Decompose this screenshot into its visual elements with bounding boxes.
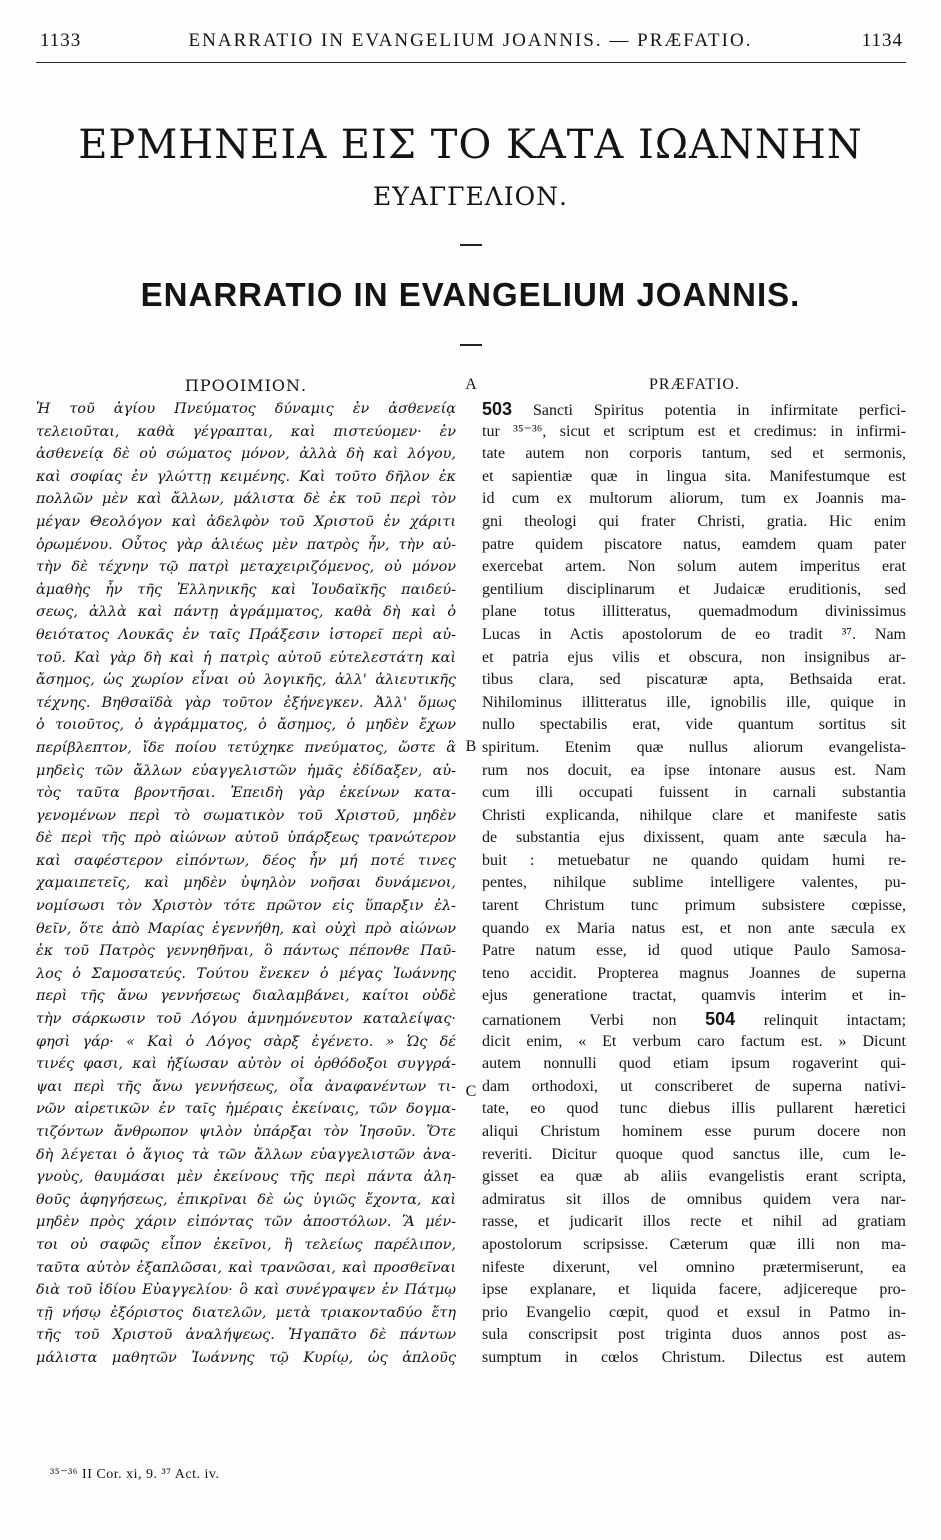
greek-text-line: πολλῶν μὲν καὶ ἄλλων, μάλιστα δὲ ἐκ τοῦ περὶ τὸν <box>36 491 456 508</box>
latin-text-line: tibus clara, sed piscaturæ apta, Bethsaida erat. <box>482 671 906 689</box>
greek-text-line: νῶν αἱρετικῶν ἐν ταῖς ἡμέραις ἐκείναις, τῶν δογμα- <box>36 1101 456 1118</box>
greek-text-line: νομίσωσι τὸν Χριστὸν τότε πρῶτον εἰς ὕπαρξιν ἐλ- <box>36 898 456 915</box>
latin-text-line: spiritum. Etenim quæ nullus aliorum evangelista- <box>482 738 906 756</box>
footnote: ³⁵⁻³⁶ II Cor. xi, 9. ³⁷ Act. iv. <box>50 1467 220 1482</box>
greek-text-line: τῇ νήσῳ ἐξόριστος διατελῶν, μετὰ τριακονταδύο ἔτη <box>36 1304 456 1321</box>
latin-text-line: nifeste dixerunt, vel omnino prætermiserunt, ea <box>482 1258 906 1276</box>
greek-text-line: τοῦ. Καὶ γὰρ δὴ καὶ ἡ πατρὶς αὐτοῦ εὐτελεστάτη καὶ <box>36 649 456 666</box>
latin-text-line: ejus generatione tractat, quamvis interim et in- <box>482 987 906 1005</box>
latin-title: ENARRATIO IN EVANGELIUM JOANNIS. <box>140 276 801 313</box>
latin-text-line: ipse explanare, et liquida facere, adjicereque pro- <box>482 1281 906 1299</box>
greek-text-line: τὴν σάρκωσιν τοῦ Λόγου ἀμνημόνευτον καταλείψας· <box>36 1011 456 1028</box>
latin-text-line: tate, eo quod tunc diebus illis pullarent hæretici <box>482 1100 906 1118</box>
latin-text-fragment: relinquit intactam; <box>763 1012 906 1030</box>
latin-text-line: gni theologi qui frater Christi, gratia. Hic enim <box>482 512 906 530</box>
greek-text-line: γενομένων περὶ τὸ σωματικὸν τοῦ Χριστοῦ, μηδὲν <box>36 807 456 824</box>
latin-text-line: dam orthodoxi, ut conscriberet de superna nativi- <box>482 1077 906 1095</box>
greek-text-line: τῆς τοῦ Χριστοῦ ἀναλήψεως. Ἠγαπᾶτο δὲ πάντων <box>36 1327 456 1344</box>
latin-text-line: nullo spectabilis erat, vide quantum sortitus sit <box>482 716 906 734</box>
greek-text-line: λος ὁ Σαμοσατεύς. Τούτου ἕνεκεν ὁ μέγας Ἰωάννης <box>36 965 456 982</box>
greek-text-line: μέγαν Θεολόγον καὶ ἀδελφὸν τοῦ Χριστοῦ ἐν χάριτι <box>36 513 456 530</box>
header-rule <box>36 62 906 63</box>
greek-title: ΕΡΜΗΝΕΙΑ ΕΙΣ ΤΟ ΚΑΤΑ ΙΩΑΝΝΗΝ <box>78 122 863 168</box>
greek-section-heading: ΠΡΟΟΙΜΙΟΝ. <box>184 376 308 395</box>
latin-text-line: plane totus illitteratus, quemadmodum divinissimus <box>482 603 906 621</box>
greek-text-line: σεως, ἀλλὰ καὶ πάντῃ ἀγράμματος, καθὰ δὴ καὶ ὁ <box>36 604 456 621</box>
latin-text-line: autem nonnulli quod etiam ipsum rogaverint qui- <box>482 1055 906 1073</box>
latin-text-line: prio Evangelio cœpit, quod et exsul in Patmo in- <box>482 1303 906 1321</box>
running-title: ENARRATIO IN EVANGELIUM JOANNIS. — PRÆFATIO. <box>188 30 753 51</box>
latin-text-line: quando ex Maria natus est, et non ante sæcula ex <box>482 919 906 937</box>
latin-text-line: exercebat artem. Non solum autem imperitus erat <box>482 558 906 576</box>
latin-text-column <box>482 398 906 1370</box>
greek-text-line: θοῦς ἀφηγήσεως, ἐπικρῖναι δὲ ὡς ὑγιῶς ἔχοντα, καὶ <box>36 1191 456 1208</box>
page-number-right: 1134 <box>861 30 903 51</box>
latin-text-line: gisset ea quæ ab aliis evangelistis erant scripta, <box>482 1168 906 1186</box>
latin-text-line: gentilium disciplinarum et Judaicæ eruditionis, sed <box>482 580 906 598</box>
latin-text-fragment: carnationem Verbi non <box>482 1012 677 1030</box>
greek-text-line: φησὶ γάρ· « Καὶ ὁ Λόγος σὰρξ ἐγένετο. » Ὡς δέ <box>36 1033 456 1050</box>
latin-text-line: sula conscripsit post triginta duos annos post as- <box>482 1326 906 1344</box>
latin-text-line: tur ³⁵⁻³⁶, sicut et scriptum est et credimus: in infirmi- <box>482 422 906 440</box>
margin-marker-c: C <box>465 1083 477 1100</box>
greek-text-line: ἐκ τοῦ Πατρὸς γεννηθῆναι, ὃ πάντως πέπονθε Παῦ- <box>36 943 456 960</box>
greek-text-line: τοι οὐ σαφῶς εἶπον ἐκεῖνοι, ἢ τελείως παρέλιπον, <box>36 1236 456 1253</box>
latin-text-line: et patria ejus vilis et obscura, non insignibus ar- <box>482 648 906 666</box>
latin-text-line: cum illi occupati fuissent in carnali substantia <box>482 784 906 802</box>
greek-text-line: καὶ σαφέστερον εἰπόντων, δέος ἦν μή ποτέ τινες <box>36 852 456 869</box>
margin-marker-b: B <box>465 738 477 755</box>
greek-text-line: τέχνης. Βηθσαϊδὰ γὰρ τοῦτον ἐξήνεγκεν. Ἀλλ' ὅμως <box>36 694 456 711</box>
greek-text-line: θεῖν, ὅτε ἀπὸ Μαρίας ἐγεννήθη, καὶ οὐχὶ πρὸ αἰώνων <box>36 920 456 937</box>
greek-text-line: γνοὺς, θαυμάσαι μὲν ἐκείνους τῆς περὶ πάντα ἀλη- <box>36 1169 456 1186</box>
greek-text-line: τὴν δὲ τέχνην τῷ πατρὶ μεταχειριζόμενος, οὐ μόνον <box>36 559 456 576</box>
greek-text-line: περὶ τῆς ἄνω γεννήσεως διαλαμβάνει, καίτοι οὐδὲ <box>36 988 456 1005</box>
latin-text-line: tarent Christum tunc primum subsistere cœpisse, <box>482 897 906 915</box>
page-marker-504: 504 <box>705 1009 736 1030</box>
latin-text-line: buit : metuebatur ne quando quidam humi re- <box>482 851 906 869</box>
greek-text-line: δὴ λέγεται ὁ ἅγιος τὰ τῶν ἄλλων εὐαγγελιστῶν ἀνα- <box>36 1146 456 1163</box>
latin-text-line: tate autem non corporis tantum, sed et sermonis, <box>482 445 906 463</box>
greek-text-line: ψαι περὶ τῆς ἄνω γεννήσεως, οἷα ἀναφανέντων τι- <box>36 1078 456 1095</box>
greek-text-column <box>36 398 456 1370</box>
greek-text-line: τελειοῦται, καθὰ γέγραπται, καὶ πιστεύομεν· ἐν <box>36 423 456 440</box>
greek-text-line: ὁρωμένου. Οὗτος γὰρ ἁλιέως μὲν πατρὸς ἦν, τὴν αὐ- <box>36 536 456 553</box>
latin-text-line: apostolorum scripsisse. Cæterum quæ illi non ma- <box>482 1235 906 1253</box>
latin-text-line: teno accidit. Propterea magnus Joannes de superna <box>482 964 906 982</box>
latin-text-line: dicit enim, « Et verbum caro factum est. » Dicunt <box>482 1032 906 1050</box>
greek-text-line: ἀσθενείᾳ δὲ οὐ σώματος μόνον, ἀλλὰ δὴ καὶ λόγου, <box>36 446 456 463</box>
latin-text-line: rum nos docuit, ea ipse intonare ausus est. Nam <box>482 761 906 779</box>
latin-section-heading: PRÆFATIO. <box>649 376 740 393</box>
latin-text-line: rasse, et judicarit illos recte et nihil ad gratiam <box>482 1213 906 1231</box>
latin-text-line: de substantia ejus dixissent, quam ante sæcula ha- <box>482 829 906 847</box>
greek-text-line: ἄσημος, ὡς χωρίον εἶναι οὐ λογικῆς, ἀλλ' ἁλιευτικῆς <box>36 672 456 689</box>
latin-text-line <box>482 398 906 421</box>
greek-text-line: ὁ τοιοῦτος, ὁ ἀγράμματος, ὁ ἄσημος, ὁ μηδὲν ἔχων <box>36 717 456 734</box>
latin-text-line: patre quidem piscatore natus, eamdem quam pater <box>482 535 906 553</box>
latin-text-line: Patre natum esse, id quod utique Paulo Samosa- <box>482 942 906 960</box>
greek-text-line: περίβλεπτον, ἴδε ποίου τετύχηκε πνεύματος, ὥστε ἃ <box>36 739 456 756</box>
greek-text-line: τιζόντων ἄνθρωπον ψιλὸν ὑπάρξαι τὸν Ἰησοῦν. Ὅτε <box>36 1124 456 1140</box>
page-marker-503: 503 <box>482 399 513 419</box>
latin-text-line: Christi explicanda, nihilque clare et manifeste satis <box>482 806 906 824</box>
latin-text-line: reveriti. Dicitur quoque quod sanctus ille, cum le- <box>482 1145 906 1163</box>
greek-text-line: Ἡ τοῦ ἁγίου Πνεύματος δύναμις ἐν ἀσθενείᾳ <box>36 401 456 417</box>
greek-text-line: ἀμαθὴς ἦν τῆς Ἑλληνικῆς καὶ Ἰουδαϊκῆς παιδεύ- <box>36 581 456 598</box>
latin-text-line: aliqui Christum hominem esse purum docere non <box>482 1123 906 1140</box>
greek-text-line: διὰ τοῦ ἰδίου Εὐαγγελίου· ὃ καὶ συνέγραψεν ἐν Πάτμῳ <box>36 1282 456 1299</box>
greek-text-line: μηδὲν πρὸς χάριν εἰπόντας τῶν ἀποστόλων. Ἃ μέν- <box>36 1214 456 1231</box>
greek-text-line: καὶ σοφίας ἐν γλώττῃ κειμένης. Καὶ τοῦτο δῆλον ἐκ <box>36 468 456 485</box>
latin-text-line: et sapientiæ quæ in lingua sita. Manifestumque est <box>482 467 906 485</box>
greek-text-line: τινές φασι, καὶ ἠξίωσαν αὐτὸν οἱ ὀρθόδοξοι συγγρά- <box>36 1056 456 1073</box>
latin-text-line: sumptum in cœlos Christum. Dilectus est autem <box>482 1348 906 1366</box>
greek-text-line: θειότατος Λουκᾶς ἐν ταῖς Πράξεσιν ἱστορεῖ περὶ αὐ- <box>36 626 456 643</box>
greek-text-line: μηδεὶς τῶν ἄλλων εὐαγγελιστῶν ἡμᾶς ἐδίδαξεν, αὐ- <box>36 762 456 779</box>
greek-text-line: χαμαιπετεῖς, καὶ μηδὲν ὑψηλὸν νοῆσαι δυνάμενοι, <box>36 875 456 892</box>
latin-text-line: admiratus sit illos de omnibus quidem vera nar- <box>482 1190 906 1208</box>
greek-text-line: μάλιστα μαθητῶν Ἰωάννης τῷ Κυρίῳ, ὡς ἁπλοῦς <box>36 1349 456 1366</box>
margin-marker-a: A <box>465 376 477 393</box>
title-separator <box>460 344 482 346</box>
latin-text-line: Nihilominus illitteratus ille, ignobilis ille, quique in <box>482 693 906 711</box>
page-number-left: 1133 <box>40 30 82 51</box>
greek-text-line: τὸς ταῦτα βροντῆσαι. Ἐπειδὴ γὰρ ἐκείνων κατα- <box>36 785 456 802</box>
latin-text-fragment: Sancti Spiritus potentia in infirmitate perfici- <box>532 402 906 419</box>
title-separator <box>460 244 482 246</box>
greek-text-line: ταῦτα αὐτὸν ἐξαπλῶσαι, καὶ τρανῶσαι, καὶ προσθεῖναι <box>36 1259 456 1276</box>
latin-text-line: id cum ex multorum aliorum, tum ex Joannis ma- <box>482 490 906 508</box>
latin-text-line <box>482 1008 906 1031</box>
greek-subtitle: ΕΥΑΓΓΕΛΙΟΝ. <box>373 182 568 211</box>
running-head <box>0 30 941 60</box>
greek-text-line: δὲ περὶ τῆς πρὸ αἰώνων αὐτοῦ ὑπάρξεως τρανώτερον <box>36 830 456 847</box>
latin-text-line: pentes, nihilque sublime intelligere valentes, pu- <box>482 874 906 892</box>
latin-text-line: Lucas in Actis apostolorum de eo tradit ³⁷. Nam <box>482 625 906 643</box>
